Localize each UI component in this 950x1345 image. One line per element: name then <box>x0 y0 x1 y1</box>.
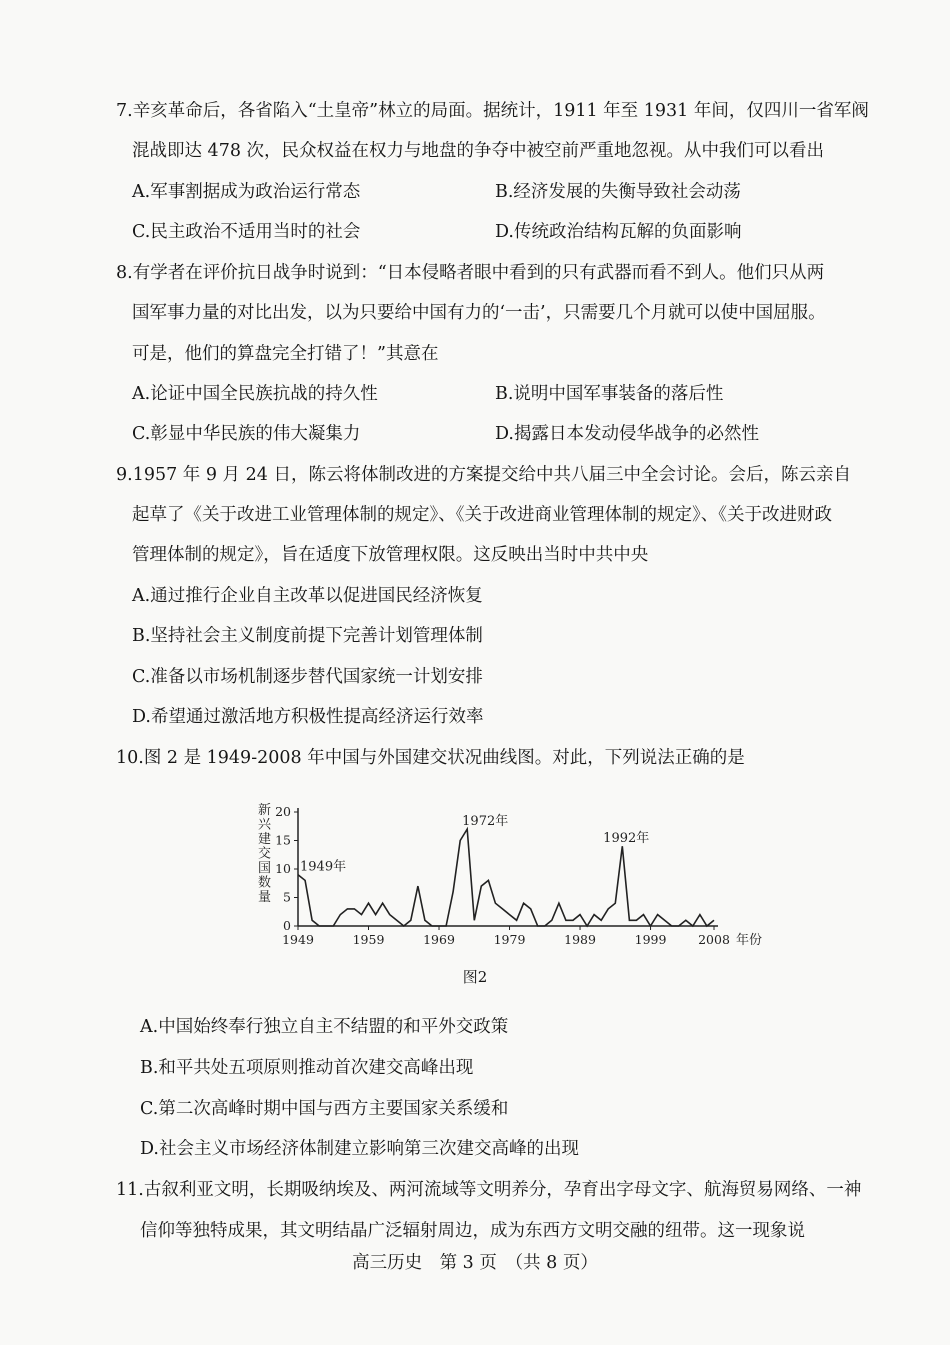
y-tick-label: 5 <box>283 889 291 905</box>
annotation-label: 1972年 <box>462 814 509 830</box>
figure-2-line-chart <box>236 790 776 990</box>
x-axis-label: 年份 <box>736 933 763 948</box>
question-8-stem-line-1: 8.有学者在评价抗日战争时说到：“日本侵略者眼中看到的只有武器而看不到人。他们只从两 <box>116 263 825 283</box>
question-8-stem-line-3: 可是，他们的算盘完全打错了！”其意在 <box>132 344 439 364</box>
x-tick-label: 1969 <box>423 932 455 947</box>
question-7-option-b: B.经济发展的失衡导致社会动荡 <box>495 182 741 202</box>
question-9-stem-line-2: 起草了《关于改进工业管理体制的规定》、《关于改进商业管理体制的规定》、《关于改进财政 <box>132 505 832 525</box>
question-10-option-b: B.和平共处五项原则推动首次建交高峰出现 <box>140 1058 474 1078</box>
y-axis-label-text: 新兴建交国数量 <box>258 803 272 905</box>
series-line-new-diplomatic-relations <box>298 829 714 926</box>
x-tick-label: 2008 <box>698 932 730 947</box>
question-8-option-c: C.彰显中华民族的伟大凝集力 <box>132 424 361 444</box>
x-axis-ticks <box>282 926 730 947</box>
y-tick-label: 10 <box>275 861 291 876</box>
x-tick-label: 1989 <box>564 932 596 947</box>
annotation-label: 1949年 <box>300 859 347 875</box>
question-10-option-c: C.第二次高峰时期中国与西方主要国家关系缓和 <box>140 1099 509 1119</box>
chart-annotations <box>300 813 649 875</box>
question-7-stem-line-1: 7.辛亥革命后，各省陷入“土皇帝”林立的局面。据统计，1911 年至 1931 年间，仅四川一省军阀 <box>116 101 869 121</box>
question-8-option-b: B.说明中国军事装备的落后性 <box>495 384 724 404</box>
figure-caption: 图2 <box>462 968 488 986</box>
question-11-stem-line-1: 11.古叙利亚文明，长期吸纳埃及、两河流域等文明养分，孕育出字母文字、航海贸易网络、一神 <box>116 1180 862 1200</box>
x-tick-label: 1979 <box>493 932 526 947</box>
question-8-option-a: A.论证中国全民族抗战的持久性 <box>132 384 378 404</box>
question-10-option-a: A.中国始终奉行独立自主不结盟的和平外交政策 <box>140 1017 509 1037</box>
question-9-stem-line-3: 管理体制的规定》，旨在适度下放管理权限。这反映出当时中共中央 <box>132 545 649 565</box>
question-8-option-d: D.揭露日本发动侵华战争的必然性 <box>495 424 759 444</box>
question-7-option-c: C.民主政治不适用当时的社会 <box>132 222 361 242</box>
question-9-option-d: D.希望通过激活地方积极性提高经济运行效率 <box>132 707 484 727</box>
y-axis-label <box>258 803 272 905</box>
x-tick-label: 1999 <box>634 932 667 947</box>
question-10-stem: 10.图 2 是 1949-2008 年中国与外国建交状况曲线图。对此，下列说法正确的是 <box>116 748 745 768</box>
question-9-option-b: B.坚持社会主义制度前提下完善计划管理体制 <box>132 626 483 646</box>
question-7-stem-line-2: 混战即达 478 次，民众权益在权力与地盘的争夺中被空前严重地忽视。从中我们可以看出 <box>132 141 825 161</box>
x-tick-label: 1959 <box>352 932 385 947</box>
annotation-label: 1992年 <box>603 831 650 847</box>
question-9-option-c: C.准备以市场机制逐步替代国家统一计划安排 <box>132 667 483 687</box>
y-axis-ticks <box>275 804 298 933</box>
question-9-option-a: A.通过推行企业自主改革以促进国民经济恢复 <box>132 586 483 606</box>
x-tick-label: 1949 <box>282 932 314 947</box>
y-tick-label: 20 <box>275 804 291 819</box>
question-7-option-a: A.军事割据成为政治运行常态 <box>132 182 361 202</box>
page-footer: 高三历史 第 3 页 （共 8 页） <box>352 1253 598 1273</box>
y-tick-label: 15 <box>275 832 291 848</box>
question-8-stem-line-2: 国军事力量的对比出发，以为只要给中国有力的‘一击’，只需要几个月就可以使中国屈服。 <box>132 303 826 323</box>
y-tick-label: 0 <box>283 918 291 933</box>
question-9-stem-line-1: 9.1957 年 9 月 24 日，陈云将体制改进的方案提交给中共八届三中全会讨论。会后，陈云亲自 <box>116 465 851 485</box>
question-7-option-d: D.传统政治结构瓦解的负面影响 <box>495 222 742 242</box>
question-10-option-d: D.社会主义市场经济体制建立影响第三次建交高峰的出现 <box>140 1139 579 1159</box>
question-11-stem-line-2: 信仰等独特成果，其文明结晶广泛辐射周边，成为东西方文明交融的纽带。这一现象说 <box>140 1221 805 1241</box>
